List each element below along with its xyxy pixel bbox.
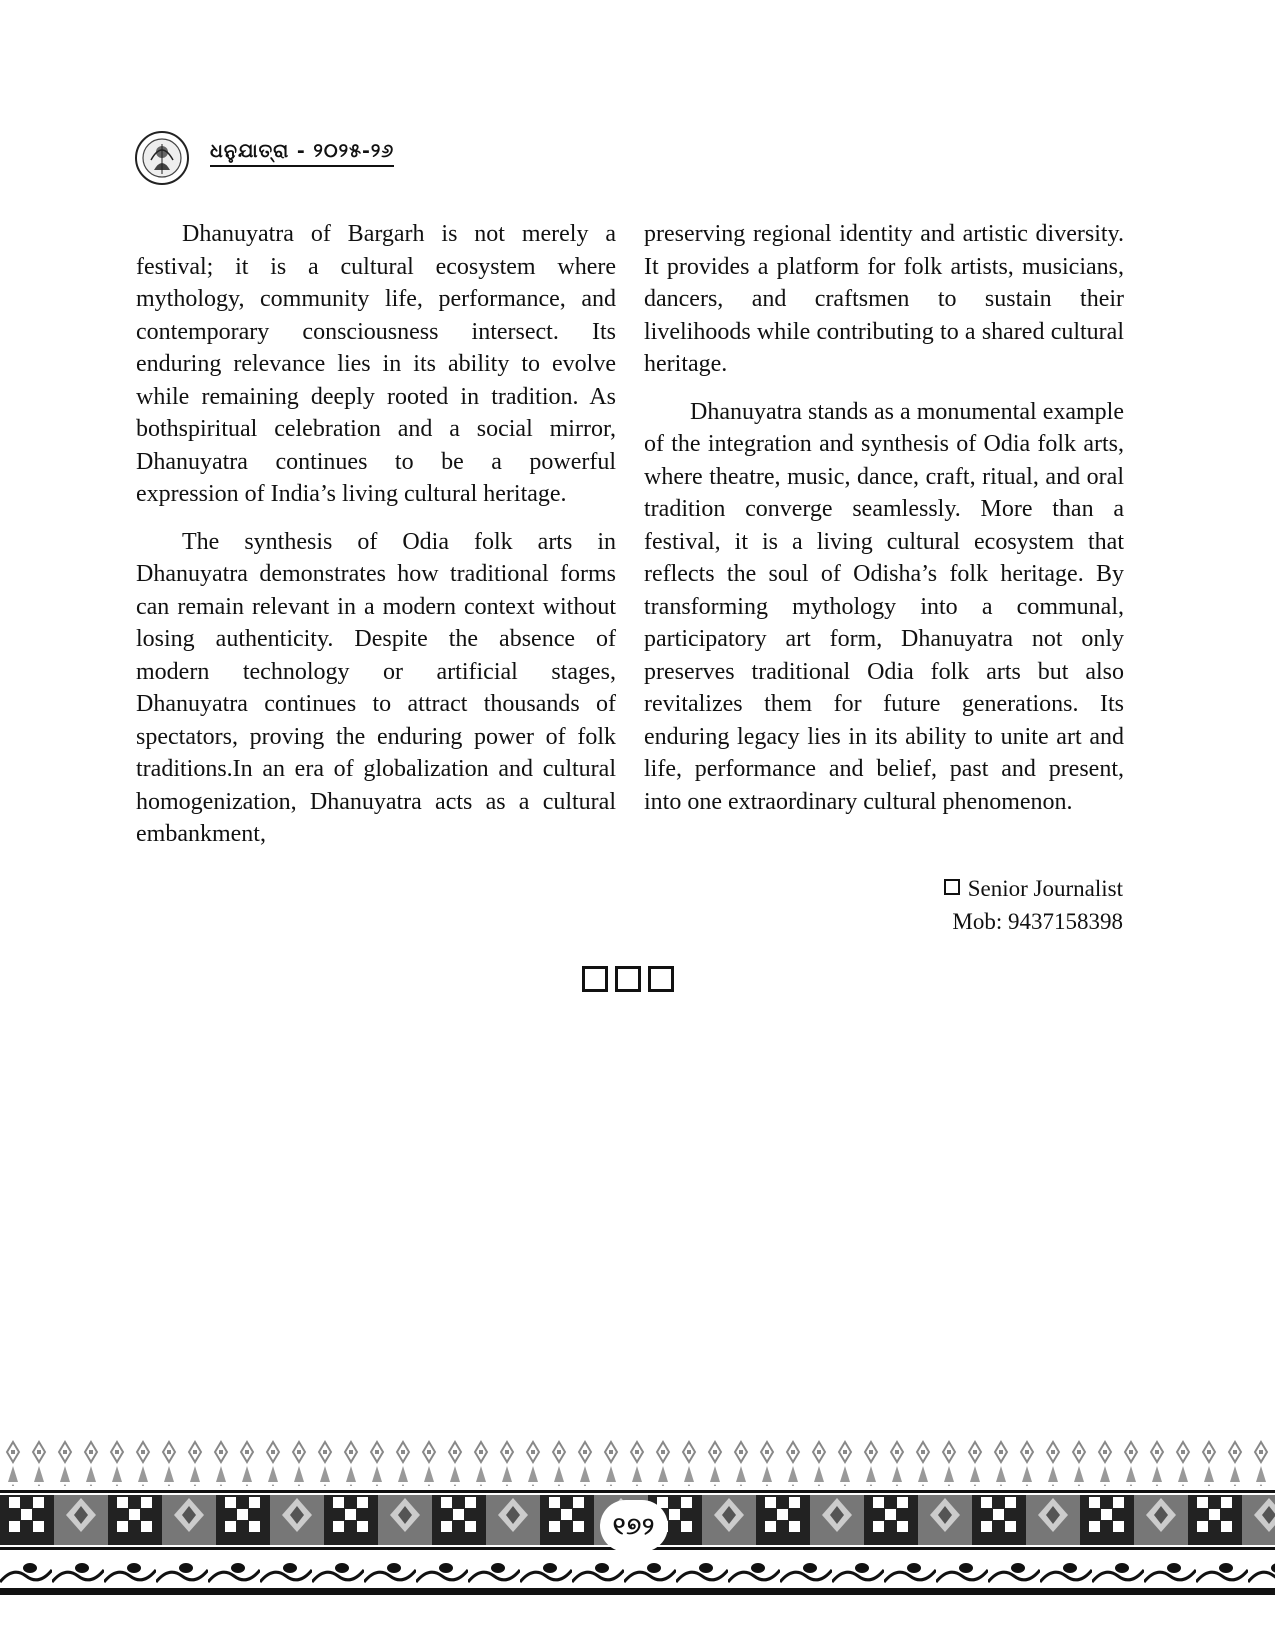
author-byline: [944, 872, 1123, 938]
author-role-line: [944, 872, 1123, 905]
article-paragraph: The synthesis of Odia folk arts in Dhanuyatra demonstrates how traditional forms can remain relevant in a modern context without losing authenticity. Despite the absence of modern technology or artificial stages, Dhanuyatra continues to attract thousands of spectators, proving the enduring power of folk traditions.In an era of globalization and cultural homogenization, Dhanuyatra acts as a cultural embankment,: [136, 528, 616, 847]
page-header: [134, 130, 414, 188]
article-paragraph: preserving regional identity and artistic diversity. It provides a platform for folk artists, musicians, dancers, and craftsmen to sustain their livelihoods while contributing to a shared cultural heritage.: [644, 221, 1124, 377]
end-mark-square: [648, 966, 674, 992]
emblem-seal-icon: [134, 130, 190, 186]
square-bullet-icon: [944, 879, 960, 895]
author-role: Senior Journalist: [967, 876, 1123, 901]
article-paragraph: Dhanuyatra of Bargarh is not merely a festival; it is a cultural ecosystem where mythology, community life, performance, and contemporary consciousness intersect. Its enduring relevance lies in its ability to evolve while remaining deeply rooted in tradition. As bothspiritual celebration and a social mirror, Dhanuyatra continues to be a powerful expression of India’s living cultural heritage.: [136, 221, 616, 507]
author-phone: Mob: 9437158398: [952, 909, 1123, 934]
end-of-article-squares-icon: [582, 966, 674, 992]
page-number: ୧୭୨: [600, 1500, 668, 1552]
publication-title: ଧନୁଯାତ୍ରା - ୨୦୨୫-୨୬: [210, 140, 394, 167]
article-column-right: [644, 218, 1124, 833]
end-mark-square: [615, 966, 641, 992]
article-column-left: [136, 218, 616, 866]
article-paragraph: Dhanuyatra stands as a monumental example of the integration and synthesis of Odia folk arts, where theatre, music, dance, craft, ritual, and oral tradition converge seamlessly. More than a festival, it is a living cultural ecosystem that reflects the soul of Odisha’s folk heritage. By transforming mythology into a communal, participatory art form, Dhanuyatra not only preserves traditional Odia folk arts but also revitalizes them for future generations. Its enduring legacy lies in its ability to unite art and life, performance and belief, past and present, into one extraordinary cultural phenomenon.: [644, 398, 1124, 815]
end-mark-square: [582, 966, 608, 992]
